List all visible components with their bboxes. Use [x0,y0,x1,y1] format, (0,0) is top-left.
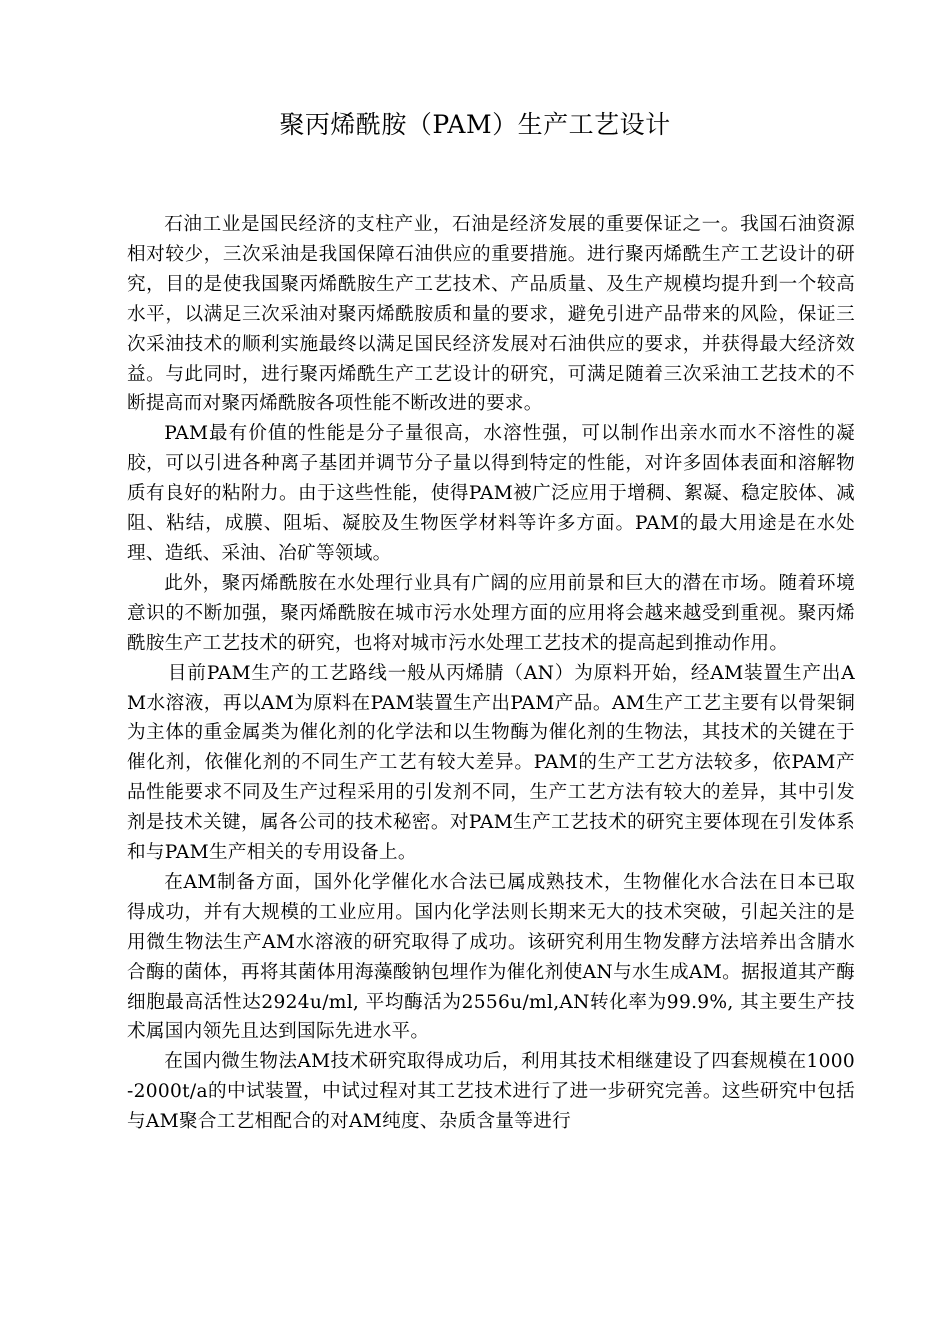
paragraph-pilot-plants: 在国内微生物法AM技术研究取得成功后，利用其技术相继建设了四套规模在1000-2000t/a的中试装置，中试过程对其工艺技术进行了进一步研究完善。这些研究中包括与AM聚合工艺相配合的对AM纯度、杂质含量等进行 [127,1051,855,1133]
paragraph-process-route: 目前PAM生产的工艺路线一般从丙烯腈（AN）为原料开始，经AM装置生产出AM水溶液，再以AM为原料在PAM装置生产出PAM产品。AM生产工艺主要有以骨架铜为主体的重金属类为催化剂的化学法和以生物酶为催化剂的生物法，其技术的关键在于催化剂，依催化剂的不同生产工艺有较大差异。PAM的生产工艺方法较多，依PAM产品性能要求不同及生产过程采用的引发剂不同，生产工艺方法有较大的差异，其中引发剂是技术关键，属各公司的技术秘密。对PAM生产工艺技术的研究主要体现在引发体系和与PAM生产相关的专用设备上。 [127,662,855,864]
document-body [127,210,855,1137]
paragraph-water-treatment: 此外，聚丙烯酰胺在水处理行业具有广阔的应用前景和巨大的潜在市场。随着环境意识的不断加强，聚丙烯酰胺在城市污水处理方面的应用将会越来越受到重视。聚丙烯酰胺生产工艺技术的研究，也将对城市污水处理工艺技术的提高起到推动作用。 [127,572,855,654]
document-title: 聚丙烯酰胺（PAM）生产工艺设计 [279,110,671,139]
paragraph-pam-properties: PAM最有价值的性能是分子量很高，水溶性强，可以制作出亲水而水不溶性的凝胶，可以引进各种离子基团并调节分子量以得到特定的性能，对许多固体表面和溶解物质有良好的粘附力。由于这些性能，使得PAM被广泛应用于增稠、絮凝、稳定胶体、减阻、粘结，成膜、阻垢、凝胶及生物医学材料等许多方面。PAM的最大用途是在水处理、造纸、采油、冶矿等领域。 [127,423,855,564]
paragraph-am-preparation: 在AM制备方面，国外化学催化水合法已属成熟技术，生物催化水合法在日本已取得成功，并有大规模的工业应用。国内化学法则长期来无大的技术突破，引起关注的是用微生物法生产AM水溶液的研究取得了成功。该研究利用生物发酵方法培养出含腈水合酶的菌体，再将其菌体用海藻酸钠包埋作为催化剂使AN与水生成AM。据报道其产酶细胞最高活性达2924u/ml, 平均酶活为2556u/ml,AN转化率为99.9%, 其主要生产技术属国内领先且达到国际先进水平。 [127,871,855,1043]
paragraph-petroleum-industry: 石油工业是国民经济的支柱产业，石油是经济发展的重要保证之一。我国石油资源相对较少，三次采油是我国保障石油供应的重要措施。进行聚丙烯酰生产工艺设计的研究，目的是使我国聚丙烯酰胺生产工艺技术、产品质量、及生产规模均提升到一个较高水平，以满足三次采油对聚丙烯酰胺质和量的要求，避免引进产品带来的风险，保证三次采油技术的顺利实施最终以满足国民经济发展对石油供应的要求，并获得最大经济效益。与此同时，进行聚丙烯酰生产工艺设计的研究，可满足随着三次采油工艺技术的不断提高而对聚丙烯酰胺各项性能不断改进的要求。 [127,214,855,415]
